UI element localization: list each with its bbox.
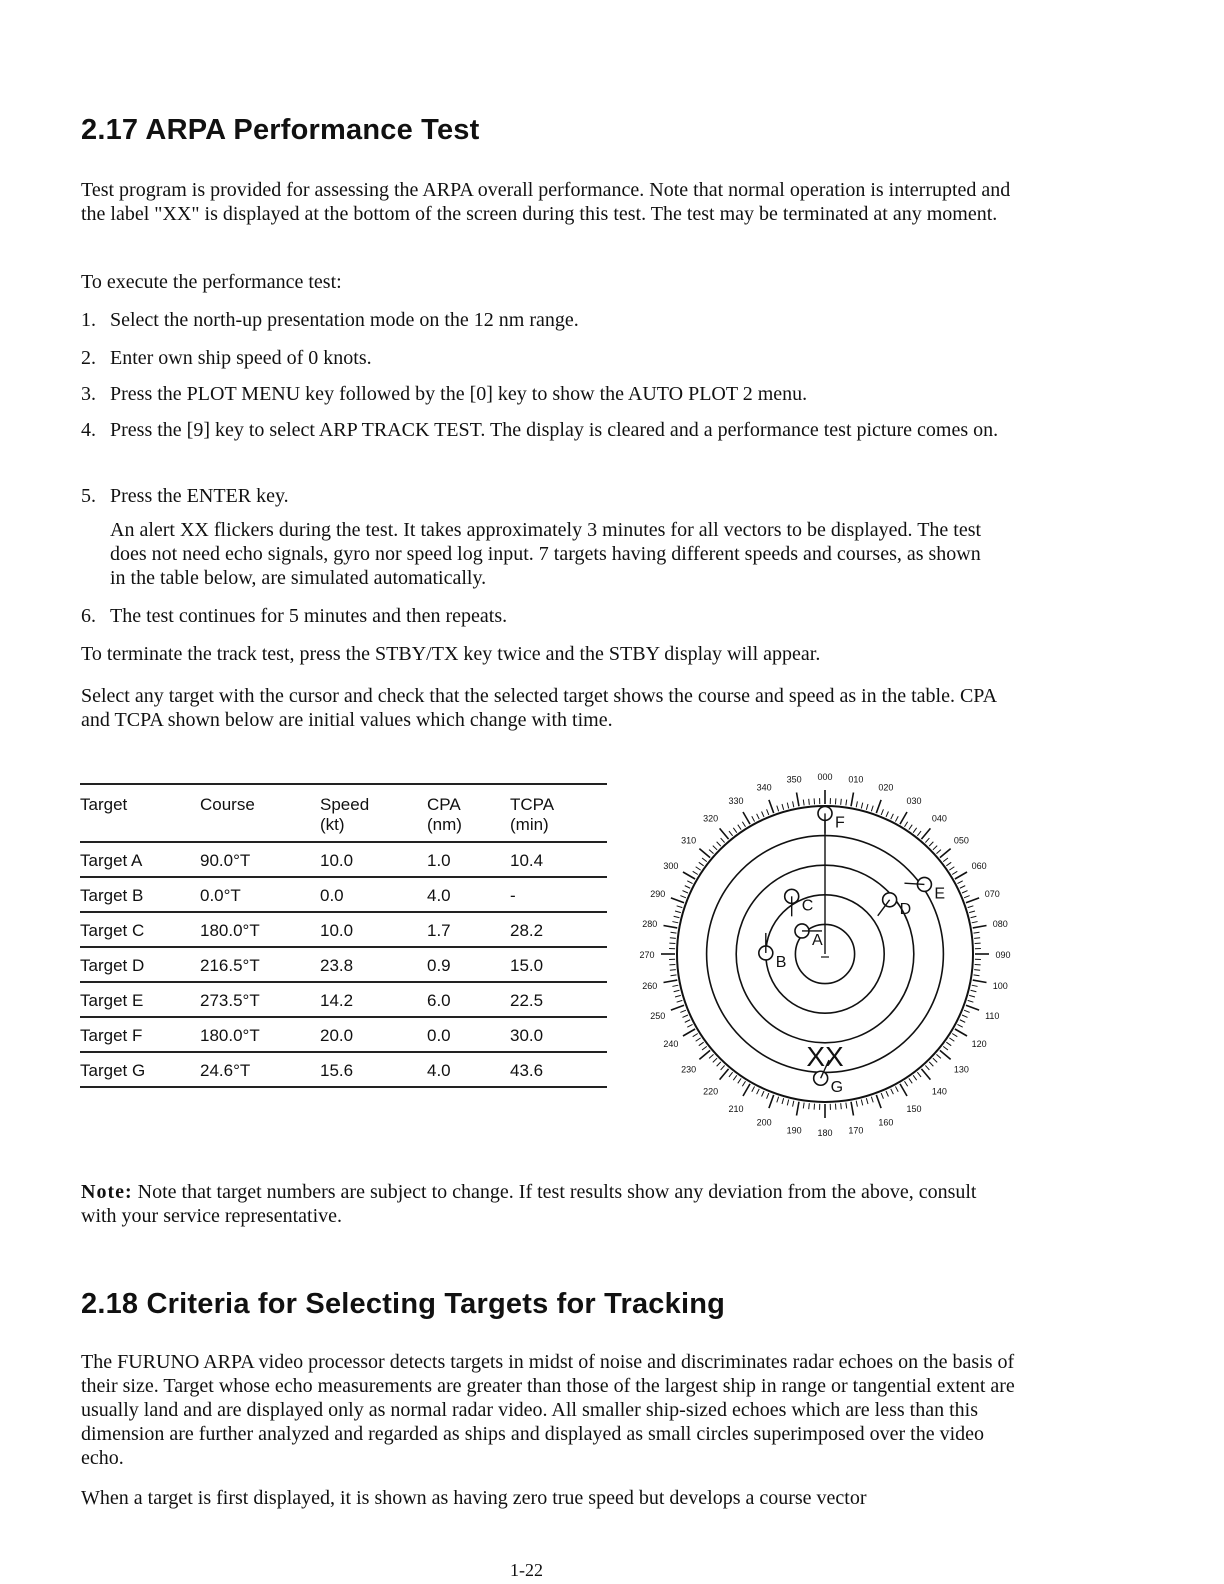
step-text: Press the ENTER key. [110,485,289,507]
bearing-tick [881,1093,883,1099]
bearing-label: 280 [642,919,658,930]
page-number: 1-22 [510,1560,543,1580]
bearing-label: 120 [971,1039,987,1049]
bearing-tick [769,1095,774,1108]
bearing-tick [972,985,978,986]
bearing-tick [787,803,788,809]
bearing-tick [797,792,799,806]
bearing-tick [699,1042,704,1046]
bearing-tick [721,1065,725,1069]
table-row: Target E 273.5°T 14.2 6.0 22.5 [80,982,607,1017]
bearing-tick [973,926,987,928]
table-row: Target A 90.0°T 10.0 1.0 10.4 [80,842,607,877]
unit-speed: (kt) [320,815,345,834]
target-label: C [801,897,814,915]
bearing-tick [767,809,769,815]
bearing-tick [974,975,980,976]
target-label: E [934,885,946,903]
bearing-tick [957,881,962,884]
bearing-tick [968,1000,974,1002]
bearing-tick [677,1000,683,1002]
bearing-tick [955,872,967,879]
bearing-tick [851,1102,853,1116]
section-title-2-17: 2.17 ARPA Performance Test [81,114,480,146]
bearing-label: 000 [817,772,833,782]
bearing-tick [782,1098,784,1104]
bearing-tick [670,938,676,939]
bearing-tick [861,803,862,809]
bearing-tick [841,799,842,805]
bearing-tick [809,1103,810,1109]
step-text: Enter own ship speed of 0 knots. [110,347,372,369]
bearing-label: 210 [728,1104,744,1115]
bearing-tick [742,1081,745,1086]
bearing-tick [886,811,888,816]
bearing-tick [909,1078,912,1083]
bearing-tick [929,1062,933,1066]
bearing-tick [742,822,745,827]
table-row: Target C 180.0°T 10.0 1.7 28.2 [80,912,607,947]
bearing-tick [940,1050,951,1059]
bearing-tick [752,1086,755,1091]
step-number: 2. [81,347,96,369]
bearing-tick [682,891,687,893]
bearing-tick [933,846,937,850]
bearing-tick [971,916,977,917]
bearing-tick [696,1038,701,1041]
step-number: 1. [81,309,96,331]
table-row: Target G 24.6°T 15.6 4.0 43.6 [80,1052,607,1087]
bearing-tick [713,846,717,850]
bearing-tick [960,1020,965,1023]
bearing-tick [743,1084,750,1096]
bearing-tick [663,926,677,928]
bearing-tick [841,1103,842,1109]
bearing-tick [904,822,907,827]
table-row: Target D 216.5°T 23.8 0.9 15.0 [80,947,607,982]
bearing-tick [672,985,678,986]
note-paragraph [81,1180,1016,1228]
bearing-tick [720,828,729,839]
bearing-tick [969,995,975,997]
bearing-tick [675,911,681,913]
bearing-label: 010 [848,774,864,785]
bearing-tick [866,804,868,810]
bearing-tick [769,800,774,813]
bearing-tick [797,1102,799,1116]
intro-paragraph: Test program is provided for assessing the ARPA overall performance. Note that normal operation is interrupted and the label "XX" is displayed at the bottom of the screen during this test. The test may be terminated at any moment. [81,179,1011,225]
bearing-label: 020 [878,782,894,793]
bearing-tick [693,1033,698,1036]
header-course: Course [200,784,320,842]
bearing-tick [709,1054,713,1058]
bearing-tick [683,872,695,879]
bearing-label: 320 [703,813,719,824]
bearing-tick [933,1058,937,1062]
bearing-tick [720,1069,729,1080]
bearing-label: 290 [650,889,666,900]
bearing-tick [952,1033,957,1036]
bearing-tick [762,811,764,816]
bearing-tick [682,1015,687,1017]
bearing-tick [803,1103,804,1109]
bearing-tick [940,849,951,858]
bearing-tick [846,800,847,806]
header-speed: Speed (kt) [320,784,427,842]
bearing-label: 150 [906,1104,922,1115]
bearing-tick [936,1054,940,1058]
bearing-tick [921,1069,930,1080]
bearing-tick [904,1081,907,1086]
target-symbol [883,893,897,907]
bearing-tick [687,881,692,884]
bearing-label: 220 [703,1086,719,1097]
bearing-tick [971,990,977,991]
bearing-tick [949,867,954,870]
step-number: 6. [81,605,96,627]
bearing-label: 310 [681,835,697,846]
bearing-label: 050 [953,835,969,846]
bearing-tick [683,1029,695,1036]
bearing-tick [777,806,779,812]
bearing-tick [793,1101,794,1107]
bearing-tick [895,1086,898,1091]
bearing-tick [733,1075,737,1080]
bearing-tick [672,922,678,923]
step-number: 5. [81,485,96,507]
target-label: F [835,814,845,832]
target-label: B [775,953,787,971]
bearing-tick [955,1029,967,1036]
target-label: G [830,1079,844,1097]
bearing-tick [782,804,784,810]
bearing-tick [803,800,804,806]
bearing-label: 340 [756,782,772,793]
bearing-tick [946,862,951,866]
bearing-tick [680,1010,686,1012]
bearing-tick [856,801,857,807]
step-number: 3. [81,383,96,405]
bearing-label: 100 [992,980,1008,991]
bearing-tick [733,828,737,833]
step-text: Select the north-up presentation mode on the 12 nm range. [110,309,579,331]
bearing-tick [670,970,676,971]
lead-paragraph: To execute the performance test: [81,271,342,293]
bearing-tick [861,1100,862,1106]
bearing-tick [943,858,948,862]
bearing-tick [957,1024,962,1027]
table-row: Target F 180.0°T 20.0 0.0 30.0 [80,1017,607,1052]
bearing-tick [966,1005,979,1010]
bearing-tick [674,916,680,917]
radar-test-picture [639,772,1012,1138]
bearing-tick [962,891,967,893]
bearing-label: 260 [642,980,658,991]
bearing-tick [871,806,873,812]
bearing-tick [917,831,921,836]
bearing-tick [866,1098,868,1104]
note-text: Note that target numbers are subject to change. If test results show any deviation from the above, consult with your service representative. [81,1181,977,1227]
bearing-tick [856,1101,857,1107]
step-5-note: An alert XX flickers during the test. It takes approximately 3 minutes for all vectors to be displayed. The test does not need echo signals, gyro nor speed log input. 7 targets having different speeds and courses, as shown in the table below, are simulated automatically. [110,519,982,589]
bearing-tick [925,1065,929,1069]
bearing-label: 330 [728,795,744,806]
bearing-tick [787,1100,788,1106]
unit-tcpa: (min) [510,815,549,834]
bearing-tick [717,842,721,846]
bearing-label: 170 [848,1125,864,1136]
bearing-tick [738,825,741,830]
bearing-tick [876,800,881,813]
bearing-tick [702,858,707,862]
bearing-tick [757,814,760,819]
bearing-tick [921,828,930,839]
bearing-tick [809,799,810,805]
bearing-tick [925,838,929,842]
bearing-tick [968,906,974,908]
header-cpa: CPA (nm) [427,784,510,842]
step-text: Press the [9] key to select ARP TRACK TEST. The display is cleared and a performance test picture comes on. [110,419,999,441]
bearing-tick [767,1093,769,1099]
bearing-tick [677,906,683,908]
bearing-tick [946,1042,951,1046]
unit-cpa: (nm) [427,815,462,834]
step-number: 4. [81,419,96,441]
section-title-2-18: 2.18 Criteria for Selecting Targets for Tracking [81,1288,726,1320]
bearing-tick [685,886,690,889]
bearing-tick [943,1046,948,1050]
bearing-label: 200 [756,1117,772,1128]
bearing-tick [972,922,978,923]
bearing-tick [713,1058,717,1062]
bearing-tick [909,825,912,830]
bearing-tick [913,828,917,833]
bearing-tick [674,990,680,991]
bearing-label: 130 [953,1064,969,1075]
bearing-tick [680,896,686,898]
bearing-tick [687,1024,692,1027]
bearing-tick [960,886,965,889]
bearing-tick [917,1072,921,1077]
target-label: D [899,900,912,918]
bearing-tick [969,911,975,913]
bearing-tick [962,1015,967,1017]
bearing-tick [671,1005,684,1010]
bearing-tick [671,975,677,976]
terminate-paragraph: To terminate the track test, press the STBY/TX key twice and the STBY display will appear. [81,643,821,665]
bearing-tick [966,898,979,903]
bearing-label: 300 [663,861,679,871]
bearing-tick [685,1020,690,1023]
bearing-tick [699,1050,710,1059]
bearing-tick [702,1046,707,1050]
bearing-tick [936,850,940,854]
alert-xx: XX [806,1041,844,1072]
bearing-tick [900,1084,907,1096]
bearing-tick [964,896,970,898]
bearing-label: 140 [931,1086,947,1097]
bearing-tick [973,980,987,982]
bearing-tick [974,932,980,933]
bearing-tick [891,1089,894,1094]
bearing-label: 350 [786,774,802,785]
bearing-tick [693,871,698,874]
bearing-tick [871,1097,873,1103]
header-target: Target [80,784,200,842]
step-text: The test continues for 5 minutes and then repeats. [110,605,508,627]
bearing-label: 030 [906,795,922,806]
bearing-tick [752,816,755,821]
bearing-label: 070 [984,889,1000,900]
select-paragraph: Select any target with the cursor and check that the selected target shows the course and speed as in the table. CPA and TCPA shown below are initial values which change with time. [81,685,996,731]
bearing-label: 080 [992,919,1008,930]
bearing-label: 180 [817,1128,833,1138]
bearing-tick [974,938,980,939]
table-row: Target B 0.0°T 0.0 4.0 - [80,877,607,912]
bearing-tick [671,898,684,903]
bearing-tick [738,1078,741,1083]
bearing-tick [949,1038,954,1041]
table-header-row [80,784,607,842]
bearing-tick [699,862,704,866]
bearing-label: 040 [931,813,947,824]
bearing-tick [891,814,894,819]
criteria-paragraph-2: When a target is first displayed, it is shown as having zero true speed but develops a course vector [81,1487,867,1509]
bearing-tick [717,1062,721,1066]
bearing-tick [974,970,980,971]
bearing-tick [671,932,677,933]
bearing-tick [952,871,957,874]
bearing-tick [895,816,898,821]
bearing-tick [663,980,677,982]
bearing-label: 110 [985,1010,1000,1021]
bearing-tick [793,801,794,807]
bearing-label: 230 [681,1064,697,1075]
bearing-tick [900,812,907,824]
bearing-tick [886,1091,888,1096]
bearing-tick [743,812,750,824]
header-tcpa: TCPA (min) [510,784,607,842]
target-table [80,783,607,1088]
bearing-label: 250 [650,1010,666,1021]
criteria-paragraph-1: The FURUNO ARPA video processor detects targets in midst of noise and discriminates radar echoes on the basis of their size. Target whose echo measurements are greater than those of the largest ship in range or tangential extent are usually land and are displayed only as normal radar video. All smaller ship-sized echoes which are less than this dimension are further analyzed and regarded as ships and displayed as small circles superimposed over the video echo. [81,1351,1015,1469]
bearing-tick [696,867,701,870]
bearing-tick [721,838,725,842]
bearing-tick [762,1091,764,1096]
bearing-tick [757,1089,760,1094]
bearing-label: 090 [995,950,1011,960]
bearing-label: 060 [971,861,987,871]
note-label: Note: [81,1181,133,1203]
bearing-label: 190 [786,1125,802,1136]
bearing-tick [851,792,853,806]
bearing-tick [876,1095,881,1108]
bearing-tick [675,995,681,997]
bearing-tick [929,842,933,846]
target-label: A [811,931,823,949]
bearing-tick [913,1075,917,1080]
bearing-tick [729,1072,733,1077]
bearing-tick [777,1097,779,1103]
bearing-tick [964,1010,970,1012]
bearing-label: 240 [663,1039,679,1049]
bearing-tick [881,809,883,815]
bearing-tick [699,849,710,858]
bearing-label: 160 [878,1117,894,1128]
bearing-tick [709,850,713,854]
step-text: Press the PLOT MENU key followed by the [0] key to show the AUTO PLOT 2 menu. [110,383,808,405]
bearing-tick [729,831,733,836]
bearing-label: 270 [639,950,655,960]
bearing-tick [846,1103,847,1109]
